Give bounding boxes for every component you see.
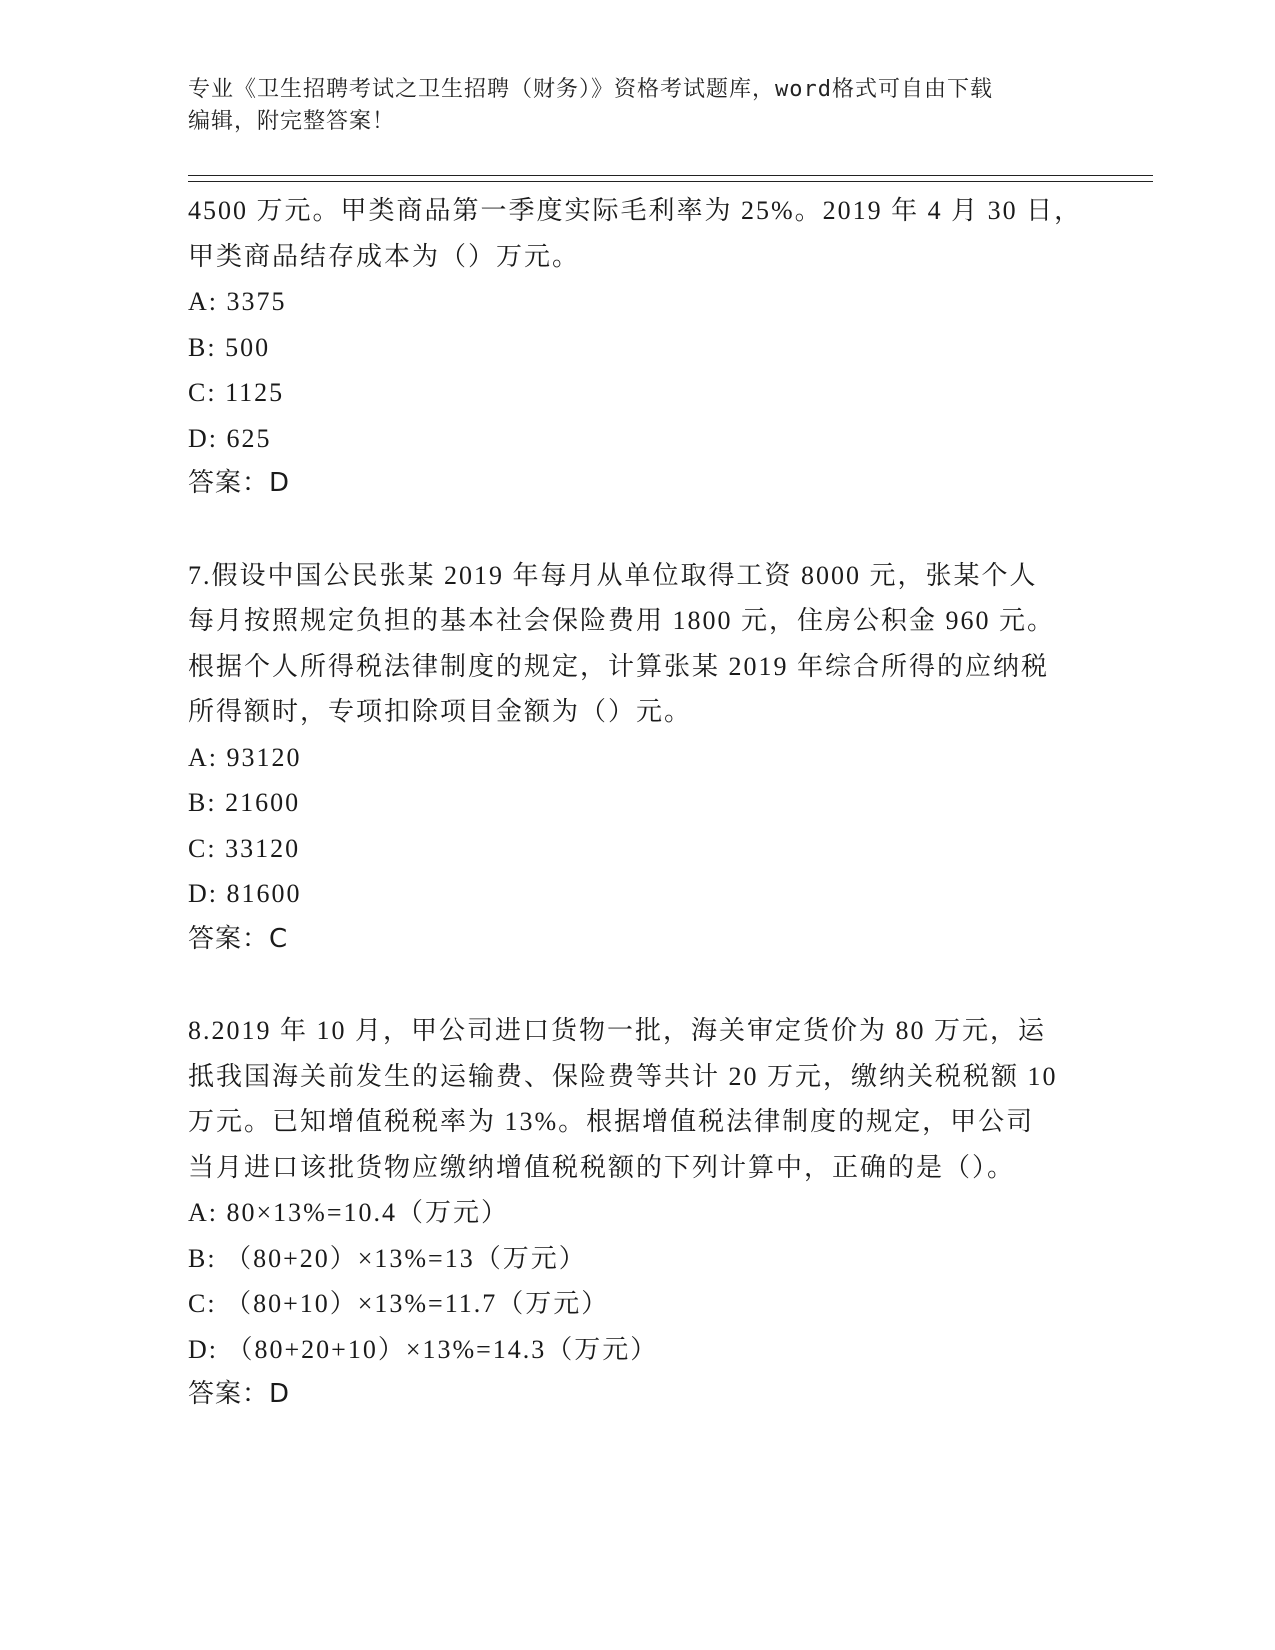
option-b: B: 500 <box>188 332 271 362</box>
question-6-continued <box>188 188 1088 507</box>
header-line-1: 专业《卫生招聘考试之卫生招聘（财务）》资格考试题库，word格式可自由下载 <box>188 77 993 102</box>
option-b: B: （80+20）×13%=13（万元） <box>188 1243 587 1273</box>
option-c: C: 1125 <box>188 378 285 407</box>
question-stem-line: 万元。已知增值税税率为 13%。根据增值税法律制度的规定，甲公司 <box>188 1107 1035 1136</box>
document-body <box>188 188 1088 1418</box>
option-a: A: 3375 <box>188 287 287 316</box>
option-a: A: 80×13%=10.4（万元） <box>188 1198 509 1227</box>
document-header <box>188 74 1088 138</box>
question-stem-line: 甲类商品结存成本为（）万元。 <box>188 241 581 271</box>
option-d: D: 81600 <box>188 879 302 908</box>
question-stem-line: 7.假设中国公民张某 2019 年每月从单位取得工资 8000 元，张某个人 <box>188 560 1038 590</box>
option-c: C: （80+10）×13%=11.7（万元） <box>188 1289 610 1318</box>
question-spacer <box>188 962 1088 1008</box>
option-d: D: 625 <box>188 423 272 453</box>
answer-label: 答案：D <box>188 1379 291 1409</box>
header-divider-bottom <box>188 181 1153 182</box>
option-c: C: 33120 <box>188 833 301 863</box>
question-stem-line: 所得额时，专项扣除项目金额为（）元。 <box>188 697 693 726</box>
answer-label: 答案：C <box>188 923 289 954</box>
question-stem-line: 8.2019 年 10 月，甲公司进口货物一批，海关审定货价为 80 万元，运 <box>188 1016 1047 1045</box>
question-stem-line: 抵我国海关前发生的运输费、保险费等共计 20 万元，缴纳关税税额 10 <box>188 1061 1058 1091</box>
answer-label: 答案：D <box>188 468 291 498</box>
option-d: D: （80+20+10）×13%=14.3（万元） <box>188 1334 659 1364</box>
option-a: A: 93120 <box>188 742 302 772</box>
question-stem-line: 根据个人所得税法律制度的规定，计算张某 2019 年综合所得的应纳税 <box>188 651 1050 681</box>
question-7 <box>188 553 1088 963</box>
header-line-2: 编辑，附完整答案！ <box>188 109 396 134</box>
question-spacer <box>188 507 1088 553</box>
option-b: B: 21600 <box>188 788 301 817</box>
header-divider-top <box>188 175 1153 176</box>
question-stem-line: 当月进口该批货物应缴纳增值税税额的下列计算中，正确的是（）。 <box>188 1152 1016 1182</box>
question-stem-line: 每月按照规定负担的基本社会保险费用 1800 元，住房公积金 960 元。 <box>188 606 1056 635</box>
question-stem-line: 4500 万元。甲类商品第一季度实际毛利率为 25%。2019 年 4 月 30 日， <box>188 196 1083 225</box>
question-8 <box>188 1008 1088 1418</box>
